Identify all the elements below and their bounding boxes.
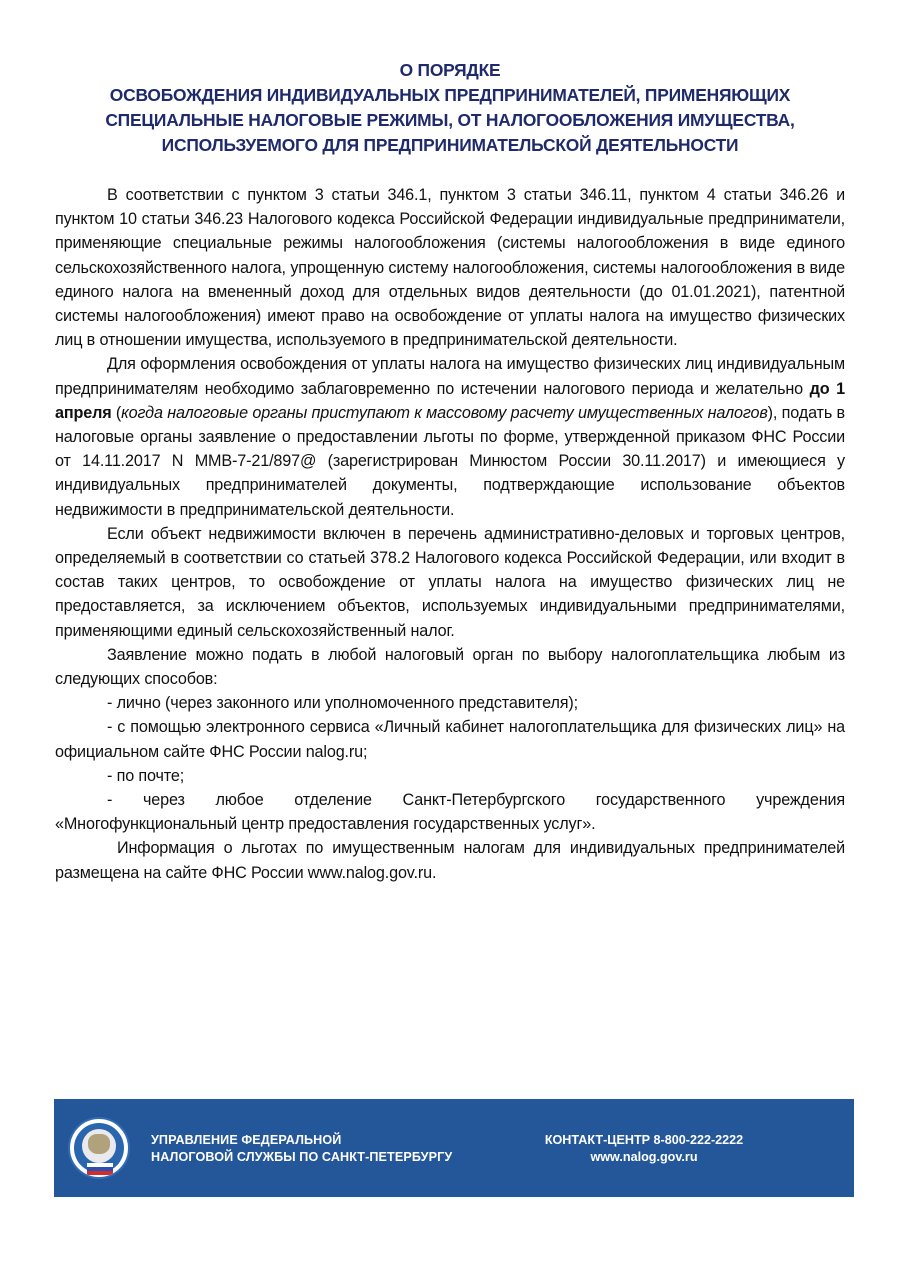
list-item-method: - с помощью электронного сервиса «Личный кабинет налогоплательщика для физических лиц» на официальном сайте ФНС России nalog.ru; xyxy=(55,718,845,761)
italic-note: когда налоговые органы приступают к массовому расчету имущественных налогов xyxy=(121,403,768,422)
org-name-line: УПРАВЛЕНИЕ ФЕДЕРАЛЬНОЙ xyxy=(151,1133,342,1147)
paragraph-text: ( xyxy=(111,403,122,422)
org-name-line: НАЛОГОВОЙ СЛУЖБЫ ПО САНКТ-ПЕТЕРБУРГУ xyxy=(151,1150,453,1164)
document-body xyxy=(55,183,845,885)
title-line: СПЕЦИАЛЬНЫЕ НАЛОГОВЫЕ РЕЖИМЫ, ОТ НАЛОГООБЛОЖЕНИЯ ИМУЩЕСТВА, xyxy=(105,110,795,130)
paragraph-text: Для оформления освобождения от уплаты налога на имущество физических лиц индивидуальным предпринимателям необходимо заблаговременно по истечении налогового периода и желательно xyxy=(55,355,845,398)
list-item-method: - лично (через законного или уполномоченного представителя); xyxy=(107,694,578,713)
paragraph-info-source: Информация о льготах по имущественным налогам для индивидуальных предпринимателей размещена на сайте ФНС России www.nalog.gov.ru. xyxy=(55,839,845,882)
footer-banner xyxy=(54,1099,854,1197)
contact-center-phone: КОНТАКТ-ЦЕНТР 8-800-222-2222 xyxy=(544,1133,744,1147)
title-line: О ПОРЯДКЕ xyxy=(399,60,501,80)
website-link[interactable]: www.nalog.gov.ru xyxy=(590,1150,698,1164)
paragraph-application-procedure xyxy=(55,352,845,521)
paragraph-legal-basis: В соответствии с пунктом 3 статьи 346.1, пунктом 3 статьи 346.11, пунктом 4 статьи 346.26 и пунктом 10 статьи 346.23 Налогового кодекса Российской Федерации индивидуальные предприниматели, применяющие специальные режимы налогообложения (системы налогообложения в виде единого сельскохозяйственного налога, упрощенную систему налогообложения, системы налогообложения в виде единого налога на вмененный доход для отдельных видов деятельности (до 01.01.2021), патентной системы налогообложения) имеют право на освобождение от уплаты налога на имущество физических лиц в отношении имущества, используемого в предпринимательской деятельности. xyxy=(55,186,845,350)
document-title xyxy=(55,58,845,158)
title-line: ИСПОЛЬЗУЕМОГО ДЛЯ ПРЕДПРИНИМАТЕЛЬСКОЙ ДЕЯТЕЛЬНОСТИ xyxy=(161,135,739,155)
list-item-method: - по почте; xyxy=(107,766,185,785)
paragraph-text: ), подать в налоговые органы заявление о предоставлении льготы по форме, утвержденной приказом ФНС России от 14.11.2017 N ММВ-7-21/897@ (зарегистрирован Минюстом России 30.11.2017) и имеющиеся у индивидуальных предпринимателей документы, подтверждающие использование объектов недвижимости в предпринимательской деятельности. xyxy=(55,403,845,519)
organization-name xyxy=(151,1132,452,1166)
contact-info xyxy=(514,1132,774,1166)
deadline-highlight: до 1 апреля xyxy=(55,379,845,422)
eagle-icon xyxy=(88,1134,110,1154)
list-item-method: - через любое отделение Санкт-Петербургского государственного учреждения «Многофункциональный центр предоставления государственных услуг». xyxy=(55,791,845,834)
title-line: ОСВОБОЖДЕНИЯ ИНДИВИДУАЛЬНЫХ ПРЕДПРИНИМАТЕЛЕЙ, ПРИМЕНЯЮЩИХ xyxy=(109,85,791,105)
russian-flag-icon xyxy=(87,1163,113,1175)
paragraph-submission-methods-intro: Заявление можно подать в любой налоговый орган по выбору налогоплательщика любым из следующих способов: xyxy=(55,645,845,689)
paragraph-exceptions: Если объект недвижимости включен в перечень административно-деловых и торговых центров, определяемый в соответствии со статьей 378.2 Налогового кодекса Российской Федерации, или входит в состав таких центров, то освобождение от уплаты налога на имущество физических лиц не предоставляется, за исключением объектов, используемых индивидуальными предпринимателями, применяющими единый сельскохозяйственный налог. xyxy=(55,524,845,640)
fns-emblem-icon xyxy=(68,1117,130,1179)
